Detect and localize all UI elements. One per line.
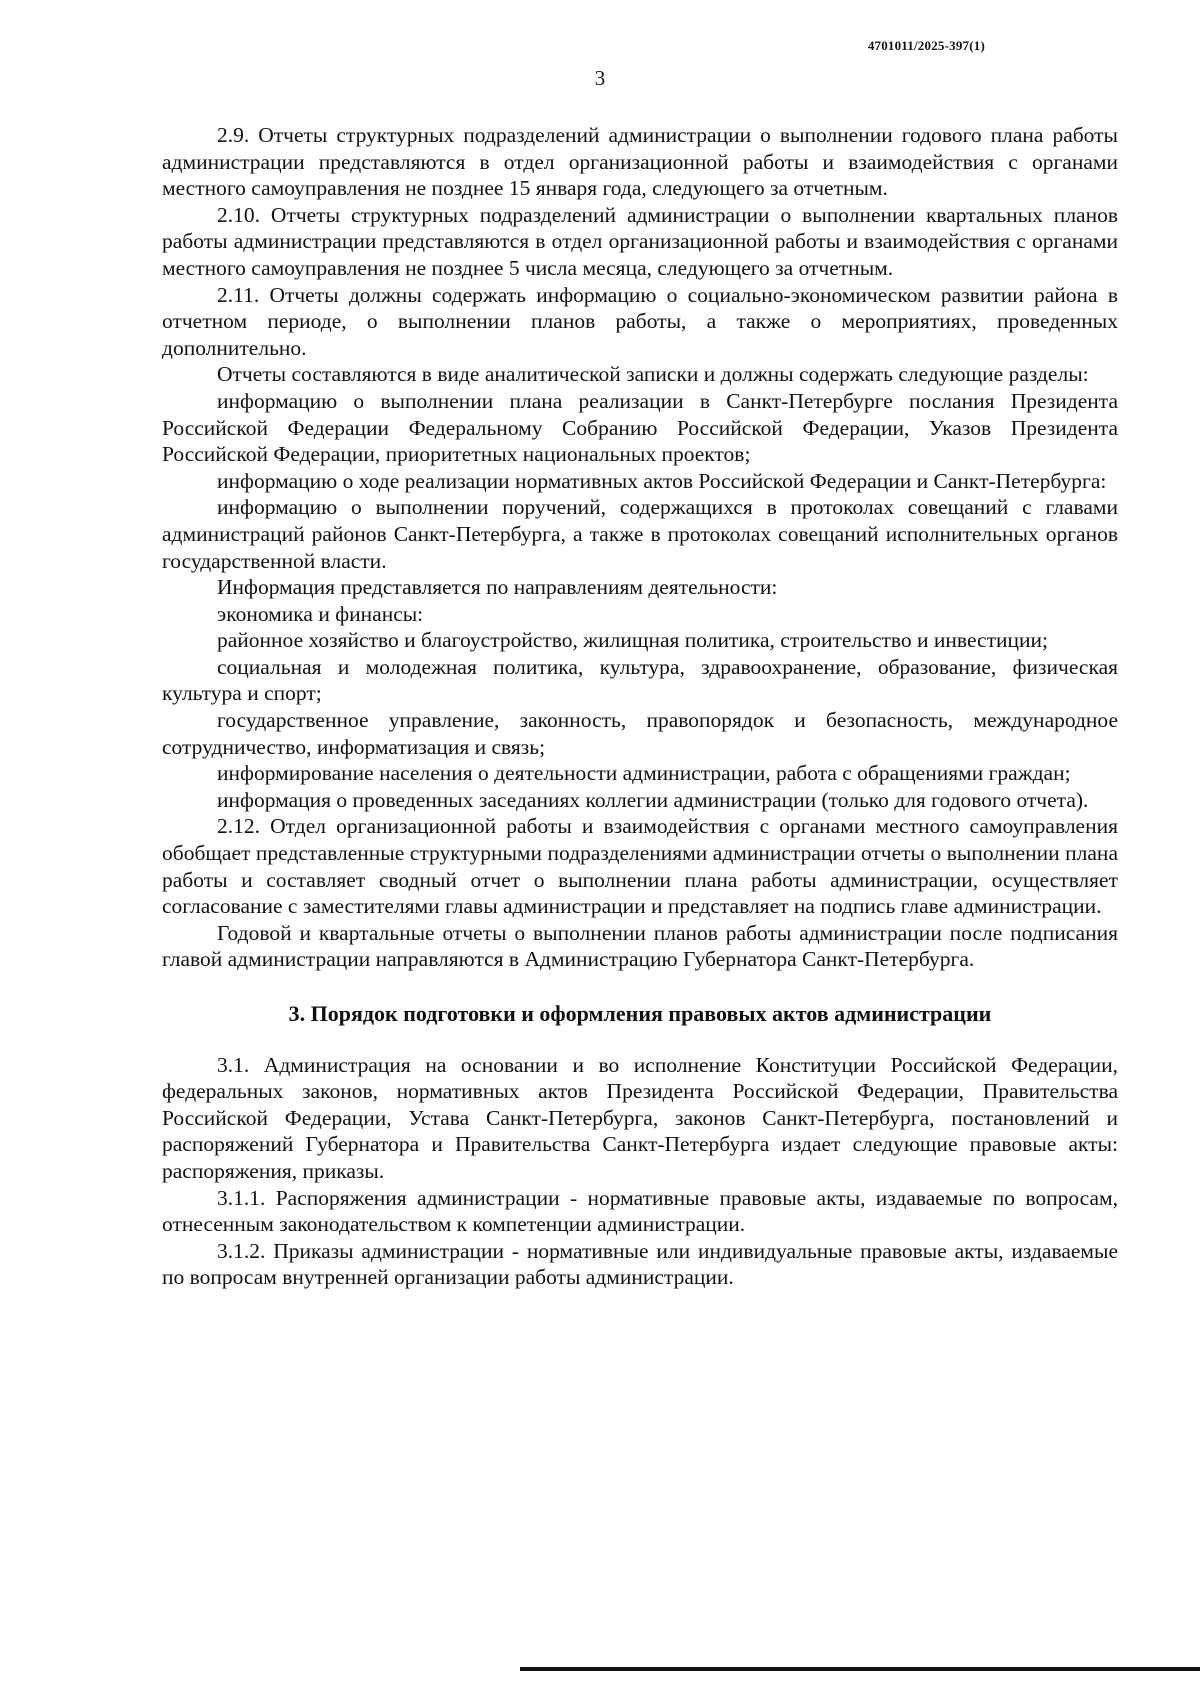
paragraph-directions-intro: Информация представляется по направлениям деятельности:: [217, 575, 778, 600]
paragraph-3-1-2: 3.1.2. Приказы администрации - нормативные или индивидуальные правовые акты, издаваемые по вопросам внутренней организации работы администрации.: [162, 1238, 1118, 1290]
paragraph-2-10: 2.10. Отчеты структурных подразделений администрации о выполнении квартальных планов работы администрации представляются в отдел организационной работы и взаимодействия с органами местного самоуправления не позднее 5 числа месяца, следующего за отчетным.: [162, 202, 1118, 280]
list-item-section-3: информацию о выполнении поручений, содержащихся в протоколах совещаний с главами администраций районов Санкт-Петербурга, а также в протоколах совещаний исполнительных органов государственной власти.: [162, 495, 1118, 573]
list-item-section-1: информацию о выполнении плана реализации в Санкт-Петербурге послания Президента Российской Федерации Федеральному Собранию Российской Федерации, Указов Президента Российской Федерации, приоритетных национальных проектов;: [162, 388, 1118, 467]
paragraph-2-12-reports: Годовой и квартальные отчеты о выполнении планов работы администрации после подписания главой администрации направляются в Администрацию Губернатора Санкт-Петербурга.: [162, 920, 1118, 972]
paragraph-sections-intro: Отчеты составляются в виде аналитической записки и должны содержать следующие разделы:: [217, 362, 1089, 387]
page-number: 3: [594, 66, 606, 90]
paragraph-3-1: 3.1. Администрация на основании и во исполнение Конституции Российской Федерации, федеральных законов, нормативных актов Президента Российской Федерации, Правительства Российской Федерации, Устава Санкт-Петербурга, законов Санкт-Петербурга, постановлений и распоряжений Губернатора и Правительства Санкт-Петербурга издает следующие правовые акты: распоряжения, приказы.: [162, 1052, 1118, 1183]
paragraph-2-12: 2.12. Отдел организационной работы и взаимодействия с органами местного самоуправления обобщает представленные структурными подразделениями администрации отчеты о выполнении плана работы и составляет сводный отчет о выполнении плана работы администрации, осуществляет согласование с заместителями главы администрации и представляет на подпись главе администрации.: [162, 814, 1118, 919]
document-registration-number: 4701011/2025-397(1): [867, 38, 985, 53]
list-item-direction-4: государственное управление, законность, правопорядок и безопасность, международное сотрудничество, информатизация и связь;: [162, 708, 1118, 759]
paragraph-3-1-1: 3.1.1. Распоряжения администрации - нормативные правовые акты, издаваемые по вопросам, отнесенным законодательством к компетенции администрации.: [162, 1185, 1118, 1237]
paragraph-2-9: 2.9. Отчеты структурных подразделений администрации о выполнении годового плана работы администрации представляются в отдел организационной работы и взаимодействия с органами местного самоуправления не позднее 15 января года, следующего за отчетным.: [162, 123, 1118, 201]
list-item-section-2: информацию о ходе реализации нормативных актов Российской Федерации и Санкт-Петербурга:: [217, 468, 1107, 493]
list-item-direction-5: информирование населения о деятельности администрации, работа с обращениями граждан;: [217, 761, 1071, 786]
list-item-direction-2: районное хозяйство и благоустройство, жилищная политика, строительство и инвестиции;: [217, 628, 1048, 653]
section-3-heading: 3. Порядок подготовки и оформления правовых актов администрации: [288, 1001, 992, 1026]
document-body: [162, 122, 1118, 1291]
list-item-direction-6: информация о проведенных заседаниях коллегии администрации (только для годового отчета).: [217, 787, 1089, 812]
scan-bottom-edge-line: [520, 1667, 1200, 1671]
list-item-direction-3: социальная и молодежная политика, культура, здравоохранение, образование, физическая культура и спорт;: [162, 654, 1118, 706]
paragraph-2-11: 2.11. Отчеты должны содержать информацию о социально-экономическом развитии района в отчетном периоде, о выполнении планов работы, а также о мероприятиях, проведенных дополнительно.: [162, 282, 1118, 360]
list-item-direction-1: экономика и финансы:: [217, 601, 424, 626]
